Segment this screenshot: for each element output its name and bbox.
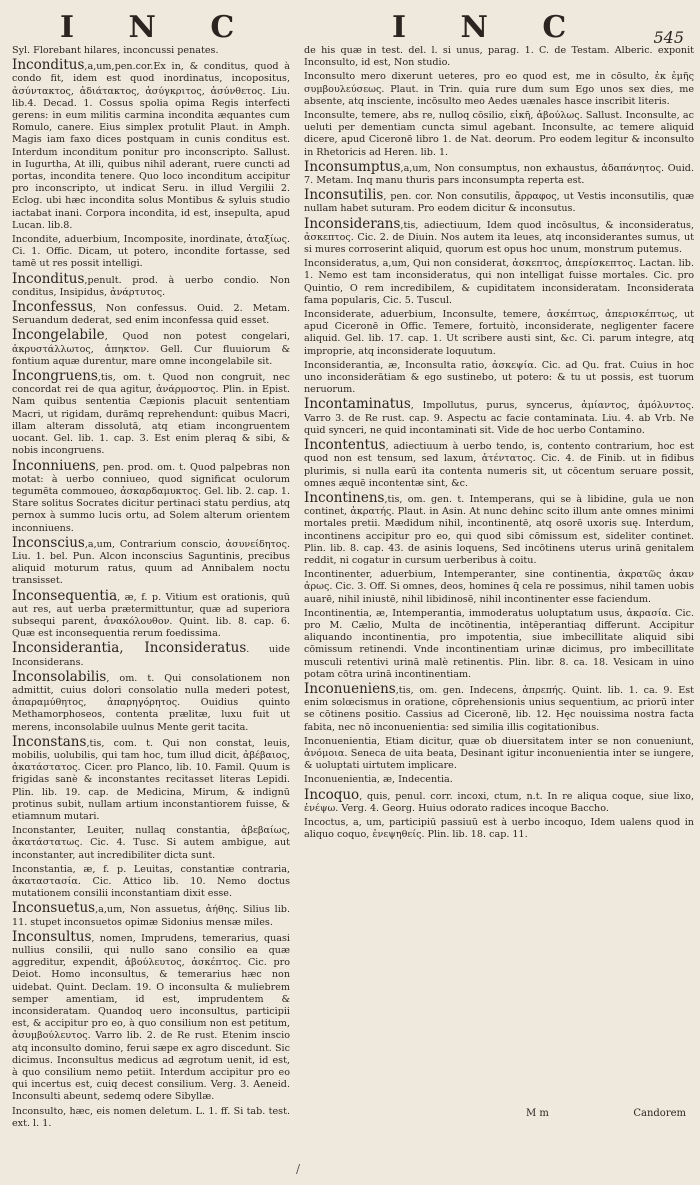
dictionary-entry xyxy=(304,680,694,734)
dictionary-entry xyxy=(12,902,290,928)
dictionary-entry xyxy=(12,733,290,823)
entry-text: Inconsulto mero dixerunt ueteres, pro eo quod est, me in cōsulto, ἐκ ἐμῆς συμβουλεύσεως. Plaut. in Trin. quia rure dum sum Ego unos sex dies, me absente, atq insciente, incōsulto meo Aedes uænales hasce inscribit literis. xyxy=(304,71,694,107)
entry-headword: Incongruens xyxy=(12,368,98,385)
dictionary-entry xyxy=(304,786,694,815)
entry-headword: Inconsequentia xyxy=(12,587,118,604)
entry-text: Inconsiderantia, æ, Inconsulta ratio, ἀσκεψία. Cic. ad Qu. frat. Cuius in hoc uno inconsiderātiam & ego sustinebo, ut potero: & tu ut possis, est tuorum neruorum. xyxy=(304,359,694,396)
entry-text: ,tis, om. gen. t. Intemperans, qui se à libidine, gula ue non continet, ἀκρατής. Plaut. in Asin. At nunc dehinc scito illum ante omnes minimi mortales pretii. Mædidum nihil, incontinentē, atq osorē uxoris suę. Interdum, incontinens accipitur pro eo, qui quod sibi cōmissum est, sideliter continet. Plin. lib. 8. cap. 43. de asinis loquens, Sed incōtinens uterus urinā genitalem reddit, ni cogatur in cursum uerberibus à coitu. xyxy=(304,493,694,566)
entry-headword: Inconsutilis xyxy=(304,187,384,204)
page-footer xyxy=(304,1108,694,1122)
entry-text: Inconsiderate, aduerbium, Inconsulte, temere, ἀσκέπτως, ἀπερισκέπτως, ut apud Ciceronē in Offic. Temere, fortuitò, inconsiderate, negligenter facere aliquid. Gel. lib. 17. cap. 1. Ut scribere austi sint, &c. Ci. parum integre, atq improprie, atq inconsiderate loquutum. xyxy=(304,309,694,357)
entry-text: , adiectiuum à uerbo tendo, is, contento contrarium, hoc est quod non est tensum, sed laxum, ἀτέντατος. Cic. 4. de Finib. ut in fidibus plurimis, si nulla earū ita contenta numeris sit, ut cōcentum seruare possit, omnes æquē incontentæ sint, &c. xyxy=(304,441,694,489)
entry-text: ,tis, om. t. Quod non congruit, nec concordat rei de qua agitur, ἀνάρμοστος. Plin. in Epist. Nam quibus sententia Cæpionis placuit sententiam Macri, ut rigidam, durămq reprehendunt: quibus Macri, illam alteram dissolutā, atq etiam incongruentem uocant. Gel. lib. 1. cap. 3. Est enim pleraq & sibi, & nobis incongruens. xyxy=(12,372,290,457)
entry-text: Syl. Florebant hilares, inconcussi penates. xyxy=(12,45,219,56)
entry-headword: Inconditus xyxy=(12,270,85,287)
right-column xyxy=(304,45,694,843)
entry-headword: Inconditus xyxy=(12,57,85,74)
dictionary-entry xyxy=(304,258,694,307)
entry-text: Incontinentia, æ, Intemperantia, immoderatus uoluptatum usus, ἀκρασία. Cic. pro M. Cælio, Multa de incōtinentia, intēperantiaq differunt. Accipitur aliquando incontinentia, pro impotentia, siue imbecillitate aliquid sibi cōmissum retinendi. Vnde incontinentiam urinæ dicimus, pro imbecillitate musculi retentivi urinā malè retinentis. Plin. libr. 8. ca. 18. Vesicam in uino potam cōtra urinā incontinentiam. xyxy=(304,607,694,680)
dictionary-entry xyxy=(304,569,694,606)
dictionary-entry xyxy=(12,329,290,368)
dictionary-entry xyxy=(12,270,290,299)
dictionary-entry xyxy=(304,110,694,159)
entry-text: Incondite, aduerbium, Incomposite, inordinate, ἀταξίως. Ci. 1. Offic. Dicam, ut potero, incondite fortasse, sed tamē ut res possit intelligi. xyxy=(12,234,290,270)
entry-text: ,tis, com. t. Qui non constat, leuis, mobilis, uolubilis, qui tam hoc, tum illud dicit, ἀβέβαιος, ἀκατάστατος. Cicer. pro Planco, lib. 10. Famil. Quum is frigidas sanè & inconstantes recitasset literas Lepidi. Plin. lib. 19. cap. de Medicina, Mirum, & indignū protinus subit, nullam artium inconstantiorem fuisse, & etiamnum mutari. xyxy=(12,737,290,822)
dictionary-entry xyxy=(304,817,694,841)
dictionary-entry xyxy=(12,825,290,862)
entry-headword: Inconfessus xyxy=(12,299,93,316)
entry-text: . uide Inconsiderans. xyxy=(12,644,290,668)
running-header xyxy=(0,10,700,47)
entry-text: Inconsulte, temere, abs re, nulloq cōsilio, εἰκῆ, ἀβούλως. Sallust. Inconsulte, ac ueluti per dementiam cuncta simul agebant. Inconsulte, ac temere aliquid dicere, apud Ciceronē libro 1. de Nat. deorum. Pro eodem legitur & inconsulto in Rhetoricis ad Heren. lib. 1. xyxy=(304,110,694,158)
entry-text: ,a,um,pen.cor.Ex in, & conditus, quod à condo fit, idem est quod inordinatus, incopositus, ἀσύντακτος, ἀδιάτακτος, ἀσύγκριτος, ἀσύνθετος. Liu. lib.4. Decad. 1. Cossus spolia opima Regis interfecti gerens: in eum militis carmina incondita æquantes cum Romulo, canere. Eius simplex protulit Plaut. in Amph. Magis iam faxo dices postquam in cunis conditus est. Interdum inconditum ponitur pro inconscripto. Sallust. in Iugurtha, At illi, quibus nihil aderant, ruere cuncti ad portas, incondita tenere. Quo loco inconditum accipitur pro inconscripto, ut indicat Seru. in illud Vergilii 2. Eclog. ubi hæc incondita solus Montibus & syluis studio iactabat inani. Corpora incondita, id est, insepulta, apud Lucan. lib.8. xyxy=(12,61,290,231)
entry-text: , quis, penul. corr. incoxi, ctum, n.t. In re aliqua coque, siue lixo, ἐνέψω. Verg. 4. Georg. Huius odorato radices incoque Baccho. xyxy=(304,790,694,814)
entry-text: ,tis, adiectiuum, Idem quod incōsultus, & inconsideratus, ἀσκεπτος. Cic. 2. de Diuin. Nos autem ita leues, atq inconsiderantes sumus, ut si mures corroserint aliquid, quorum est opus hoc unum, monstrum putemus. xyxy=(304,219,694,256)
entry-text: , Quod non potest congelari, ἀκρυστάλλωτος, ἀπηκτον. Gell. Cur fluuiorum & fontium aquæ durentur, mare omne incongelabile sit. xyxy=(12,331,290,367)
entry-headword: Inconsumptus xyxy=(304,158,401,175)
bottom-mark: / xyxy=(296,1162,301,1176)
header-right-title: I N C xyxy=(392,10,589,45)
entry-text: ,penult. prod. à uerbo condio. Non conditus, Insipidus, ἀνάρτυτος. xyxy=(12,274,290,298)
dictionary-entry xyxy=(12,642,290,668)
dictionary-entry xyxy=(12,59,290,232)
left-column xyxy=(12,45,290,1132)
dictionary-entry xyxy=(304,158,694,187)
entry-headword: Inconniuens xyxy=(12,457,96,474)
entry-headword: Inconueniens xyxy=(304,680,396,697)
entry-text: ,a,um, Non consumptus, non exhaustus, ἀδαπάνητος. Ouid. 7. Metam. Inq manu thuris pars inconsumpta reperta est. xyxy=(304,162,694,187)
entry-text: , pen. cor. Non consutilis, ἄρραφος, ut Vestis inconsutilis, quæ nullam habet suturam. Pro eodem dicitur & inconsutus. xyxy=(304,191,694,215)
entry-text: ,a,um, Contrarium conscio, ἀσυνείδητος. Liu. 1. bel. Pun. Alcon inconscius Saguntinis, precibus aliquid moturum ratus, quum ad Annibalem noctu transisset. xyxy=(12,538,290,587)
entry-text: de his quæ in test. del. l. si unus, parag. 1. C. de Testam. Alberic. exponit Inconsulto, id est, Non studio. xyxy=(304,45,694,69)
entry-headword: Inconsuetus xyxy=(12,900,96,917)
dictionary-entry xyxy=(12,234,290,271)
entry-text: Inconsideratus, a,um, Qui non considerat, ἀσκεπτος, ἀπερίσκεπτος. Lactan. lib. 1. Nemo est tam inconsideratus, qui non intelligat fuisse mortales. Cic. pro Quintio, O rem incredibilem, & cupiditatem inconsideratam. Inconsiderata fama popularis, Cic. 5. Tuscul. xyxy=(304,258,694,306)
entry-headword: Inconstans xyxy=(12,733,87,750)
dictionary-entry xyxy=(304,71,694,108)
entry-headword: Inconsultus xyxy=(12,928,92,945)
signature-mark: M m xyxy=(526,1108,549,1119)
entry-text: Incontinenter, aduerbium, Intemperanter, sine continentia, ἀκρατῶς ἀκαν ἀρως. Cic. 3. Off. Si omnes, deos, homines q̄ cela re possimus, nihil tamen uobis auarē, nihil iniustē, nihil libidinosē, nihil incontinenter esse faciendum. xyxy=(304,569,694,605)
dictionary-entry xyxy=(12,370,290,457)
dictionary-entry xyxy=(304,774,694,786)
entry-text: ,tis, om. gen. Indecens, ἀπρεπής. Quint. lib. 1. ca. 9. Est enim solœcismus in oratione, cōprehensionis unius sequentium, ac priorū inter se cōtinens positio. Cassius ad Ciceronē, lib. 12. Hęc nouissima nostra facta fabita, nec nō inconuenientia: sed similia illis cogitationibus. xyxy=(304,684,694,733)
entry-headword: Inconsiderans xyxy=(304,215,401,232)
entry-text: Inconuenientia, Etiam dicitur, quæ ob diuersitatem inter se non conueniunt, ἀνόμοια. Seneca de uita beata, Desinant igitur inconuenientia inter se iungere, & uoluptati uirtutem implicare. xyxy=(304,735,694,772)
entry-text: , Non confessus. Ouid. 2. Metam. Seruandum dederat, sed enim inconfessa quid esset. xyxy=(12,303,290,327)
entry-text: , nomen, Imprudens, temerarius, quasi nullius consilii, qui nullo sano consilio ea quæ aggreditur, expendit, ἀβούλευτος, ἀσκέπτος. Cic. pro Deiot. Homo inconsultus, & temerarius hæc non uidebat. Quint. Declam. 19. O inconsulta & muliebrem semper amentiam, id est, imprudentem & inconsideratam. Quandoq uero inconsultus, participii est, & accipitur pro eo, à quo consilium non est petitum, ἀσυμβούλευτος. Varro lib. 2. de Re rust. Etenim inscio atq inconsulto domino, ferui sæpe ex agro discedunt. Sic dicimus. Inconsultus medicus ad ægrotum uenit, id est, à quo consilium nemo petiit. Interdum accipitur pro eo qui incertus est, cuiq decest consilium. Verg. 3. Aeneid. Inconsulti abeunt, sedemq odere Sibyllæ. xyxy=(12,932,290,1103)
entry-text: Incoctus, a, um, participiū passiuū est à uerbo incoquo, Idem ualens quod in aliquo coquo, ἐνεψηθείς. Plin. lib. 18. cap. 11. xyxy=(304,816,694,841)
entry-text: , om. t. Qui consolationem non admittit, cuius dolori consolatio nulla mederi potest, ἀπαραμύθητος, ἀπαρηγόρητος. Ouidius quinto Methamorphoseos, contenta prælitæ, luxu fuit ut merens, inconsolabile uulnus Mente gerit tacita. xyxy=(12,672,290,733)
dictionary-entry xyxy=(12,45,290,57)
entry-headword: Incongelabile xyxy=(12,327,105,344)
entry-headword: Inconscius xyxy=(12,534,85,551)
dictionary-entry xyxy=(304,736,694,773)
dictionary-entry xyxy=(12,928,290,1104)
dictionary-entry xyxy=(304,608,694,681)
entry-headword: Incontaminatus xyxy=(304,396,411,413)
dictionary-entry xyxy=(304,489,694,567)
entry-headword: Inconsolabilis xyxy=(12,668,107,685)
header-left-title: I N C xyxy=(60,10,257,45)
dictionary-entry xyxy=(304,189,694,215)
dictionary-entry xyxy=(12,668,290,734)
entry-headword: Inconsiderantia, Inconsideratus xyxy=(12,640,247,657)
dictionary-entry xyxy=(304,215,694,257)
entry-text: Inconuenientia, æ, Indecentia. xyxy=(304,774,453,786)
entry-text: , æ, f. p. Vitium est orationis, quū aut res, aut uerba prætermittuntur, quæ ad superiora subsequi parent, ἀνακόλουθον. Quint. lib. 8. cap. 6. Quæ est inconsequentia rerum foedissima. xyxy=(12,591,290,640)
dictionary-entry xyxy=(304,309,694,358)
entry-text: , Impollutus, purus, syncerus, ἀμίαντος, ἀμόλυντος. Varro 3. de Re rust. cap. 9. Aspectu ac facie contaminata. Liu. 4. ab Vrb. Ne quid synceri, ne quid incontaminati sit. Vide de hoc uerbo Contamino. xyxy=(304,400,694,436)
dictionary-entry xyxy=(304,45,694,69)
page-number: 545 xyxy=(653,28,684,47)
entry-text: Inconsulto, hæc, eis nomen deletum. L. 1. ff. Si tab. test. ext. l. 1. xyxy=(12,1105,290,1129)
dictionary-entry xyxy=(12,1106,290,1130)
entry-text: , pen. prod. om. t. Quod palpebras non motat: à uerbo conniueo, quod significat oculorum tegumēta commoueo, ἀσκαρδαμυκτος. Gel. lib. 2. cap. 1. Stare solitus Socrates dicitur pertinaci statu perdius, atq pernox à summo lucis ortu, ad Solem alterum orientem inconniuens. xyxy=(12,461,290,534)
dictionary-entry xyxy=(12,864,290,901)
dictionary-entry xyxy=(304,398,694,437)
dictionary-entry xyxy=(12,534,290,588)
entry-text: Inconstantia, æ, f. p. Leuitas, constantiæ contraria, ἀκαταστασία. Cic. Attico lib. 10. Nemo doctus mutationem consilii inconstantiam dixit esse. xyxy=(12,863,290,900)
dictionary-entry xyxy=(304,360,694,397)
entry-headword: Incoquo xyxy=(304,786,360,803)
entry-text: Inconstanter, Leuiter, nullaq constantia, ἀβεβαίως, ἀκατάστατως. Cic. 4. Tusc. Si autem ambigue, aut inconstanter, aut incredibiliter dicta sunt. xyxy=(12,825,290,861)
entry-text: ,a,um, Non assuetus, ἀήθης. Silius lib. 11. stupet inconsuetos opimæ Sidonius mensæ miles. xyxy=(12,904,290,928)
dictionary-entry xyxy=(12,301,290,327)
dictionary-entry xyxy=(12,587,290,641)
entry-headword: Incontentus xyxy=(304,437,386,454)
entry-headword: Incontinens xyxy=(304,489,385,506)
dictionary-entry xyxy=(304,439,694,490)
catchword: Candorem xyxy=(633,1108,686,1119)
dictionary-entry xyxy=(12,457,290,535)
